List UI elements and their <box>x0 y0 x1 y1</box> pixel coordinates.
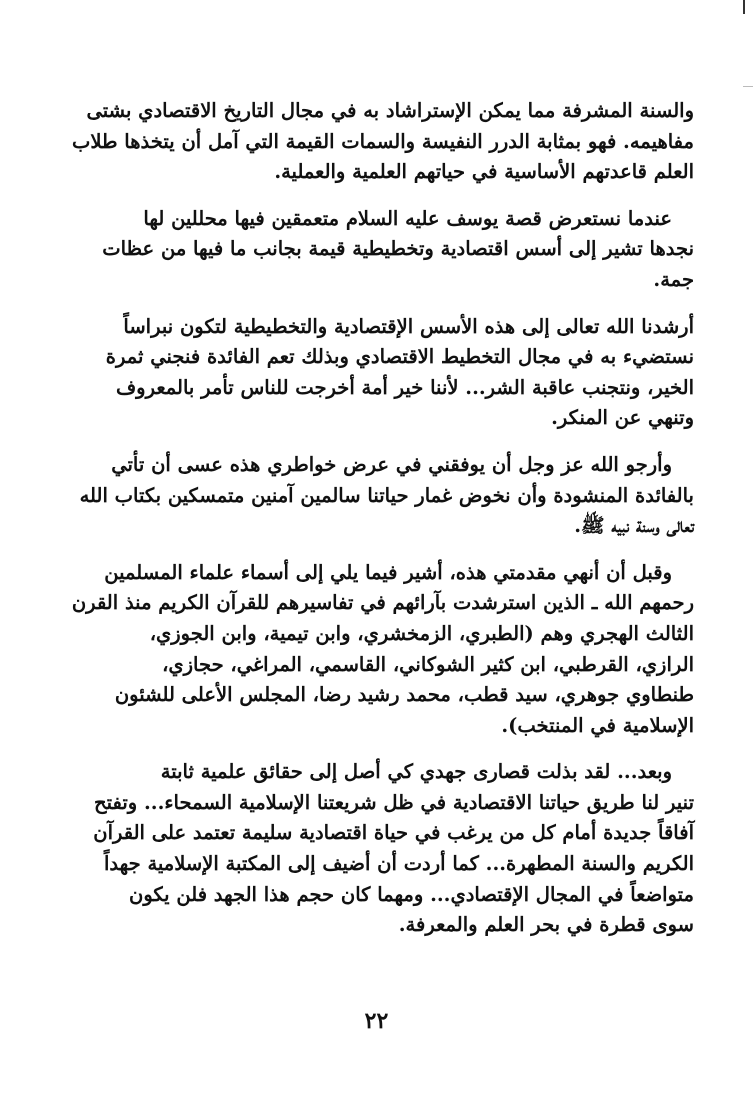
scan-corner-mark <box>743 0 745 14</box>
text-line: الثالث الهجري وهم (الطبري، الزمخشري، وابن تيمية، وابن الجوزي، <box>149 621 694 645</box>
text-line: أرشدنا الله تعالى إلى هذه الأسس الإقتصادية والتخطيطية لتكون نبراساً <box>123 314 694 338</box>
text-line: جمة. <box>653 267 694 291</box>
text-line: وأرجو الله عز وجل أن يوفقني في عرض خواطري هذه عسى أن تأتي <box>111 452 672 476</box>
text-line: العلم قاعدتهم الأساسية في حياتهم العلمية والعملية. <box>274 160 694 184</box>
paragraph-4 <box>62 450 694 542</box>
paragraph-1 <box>62 96 694 188</box>
text-line: رحمهم الله ـ الذين استرشدت بآرائهم في تفاسيرهم للقرآن الكريم منذ القرن <box>71 591 694 615</box>
text-line: والسنة المشرفة مما يمكن الإستراشاد به في مجال التاريخ الاقتصادي بشتى <box>86 99 694 122</box>
text-line: تنير لنا طريق حياتنا الاقتصادية في ظل شريعتنا الإسلامية السمحاء... وتفتح <box>94 790 694 814</box>
text-line: طنطاوي جوهري، سيد قطب، محمد رشيد رضا، المجلس الأعلى للشئون <box>114 683 694 707</box>
text-line: متواضعاً في المجال الإقتصادي... ومهما كان حجم هذا الجهد فلن يكون <box>129 882 694 906</box>
text-line: نستضيء به في مجال التخطيط الاقتصادي وبذلك تعم الفائدة فنجني ثمرة <box>105 345 694 369</box>
text-line: وتنهي عن المنكر. <box>551 406 694 430</box>
text-line: عندما نستعرض قصة يوسف عليه السلام متعمقين فيها محللين لها <box>143 206 672 230</box>
body-text <box>62 96 694 957</box>
text-line: مفاهيمه. فهو بمثابة الدرر النفيسة والسمات القيمة التي آمل أن يتخذها طلاب <box>72 129 694 153</box>
text-line: نجدها تشير إلى أسس اقتصادية وتخطيطية قيمة بجانب ما فيها من عظات <box>102 237 694 261</box>
text-line: آفاقاً جديدة أمام كل من يرغب في حياة اقتصادية سليمة تعتمد على القرآن <box>93 821 694 845</box>
text-line: الخير، ونتجنب عاقبة الشر... لأننا خير أمة أخرجت للناس تأمر بالمعروف <box>115 375 694 399</box>
text-line: الإسلامية في المنتخب). <box>501 713 694 737</box>
text-line: وبعد... لقد بذلت قصارى جهدي كي أصل إلى حقائق علمية ثابتة <box>160 760 672 784</box>
paragraph-6 <box>62 757 694 941</box>
text-line: الكريم والسنة المطهرة... كما أردت أن أضيف إلى المكتبة الإسلامية جهداً <box>103 852 694 876</box>
text-line: الرازي، القرطبي، ابن كثير الشوكاني، القاسمي، المراغي، حجازي، <box>162 652 694 676</box>
text-line: تعالى وسنة نبيه ﷺ. <box>574 514 694 538</box>
text-line: سوى قطرة في بحر العلم والمعرفة. <box>398 913 694 937</box>
paragraph-2 <box>62 204 694 296</box>
text-line: بالفائدة المنشودة وأن نخوض غمار حياتنا سالمين آمنين متمسكين بكتاب الله <box>79 483 694 507</box>
paragraph-3 <box>62 312 694 434</box>
text-line: وقبل أن أنهي مقدمتي هذه، أشير فيما يلي إلى أسماء علماء المسلمين <box>104 560 672 584</box>
scan-edge-mark <box>743 86 753 87</box>
page-number: ٢٢ <box>364 1008 389 1034</box>
paragraph-5 <box>62 558 694 742</box>
